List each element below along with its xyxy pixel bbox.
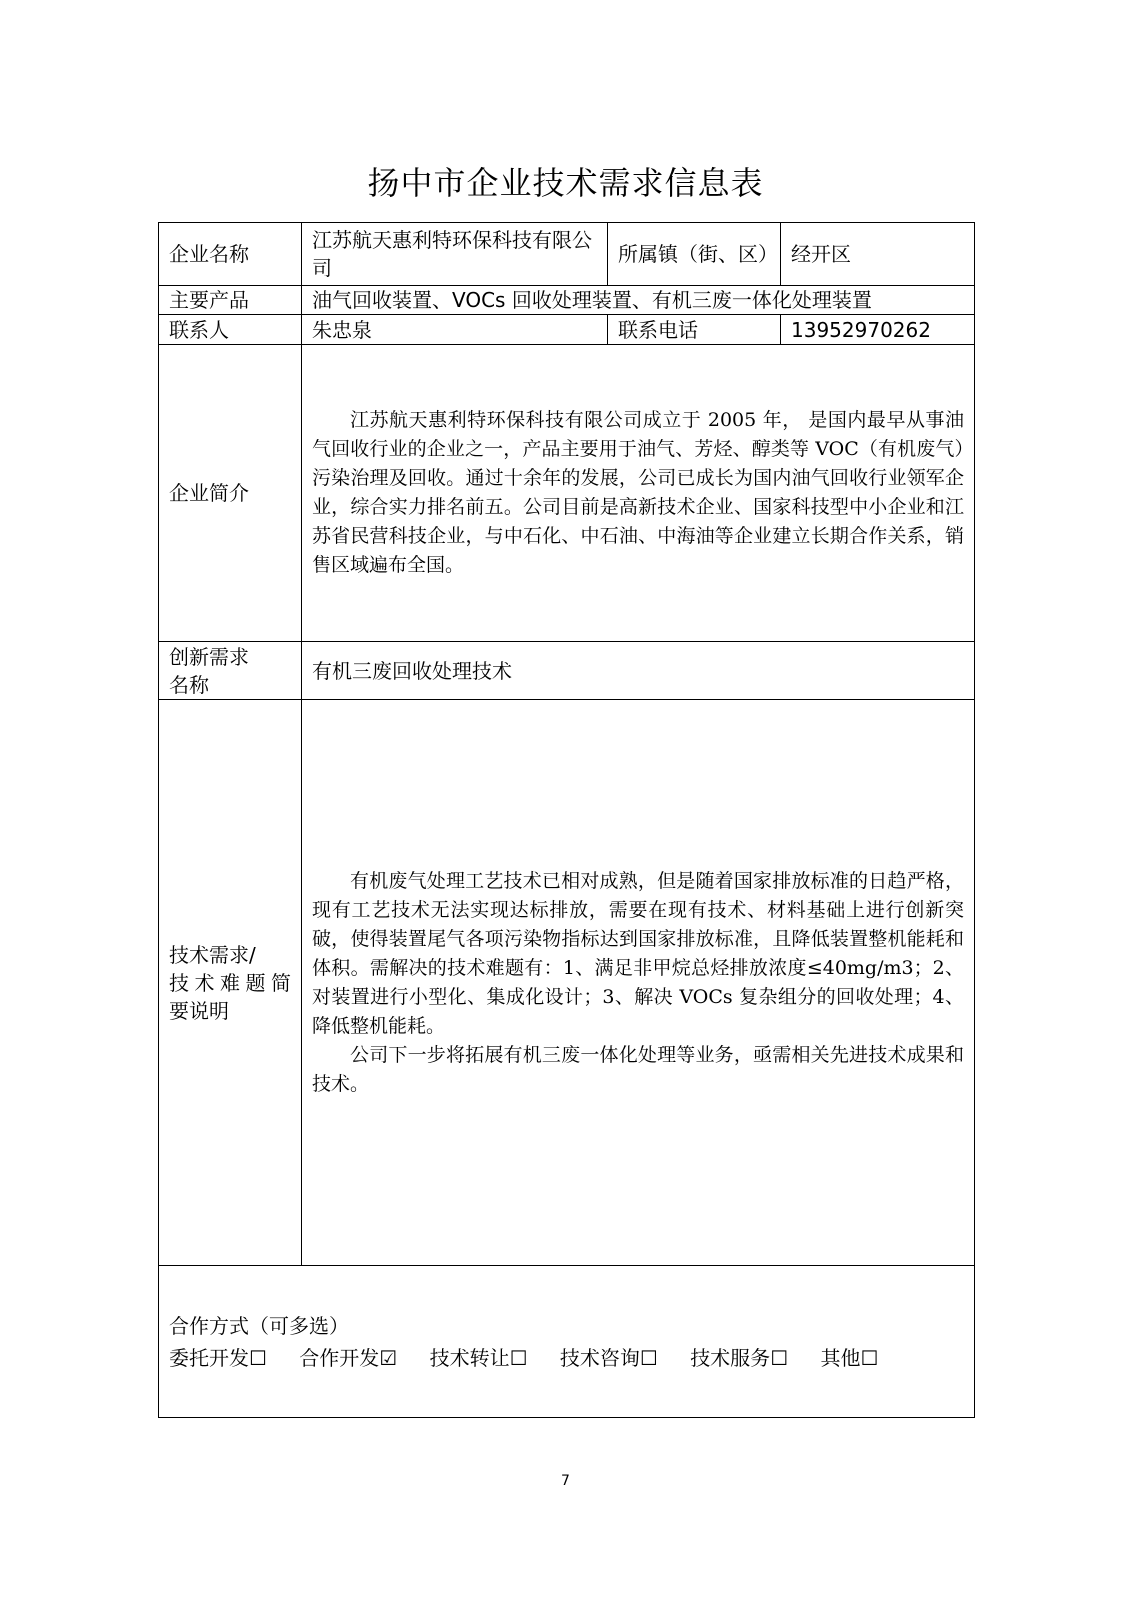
coop-option-label: 技术服务 [690, 1346, 771, 1370]
products-value: 油气回收装置、VOCs 回收处理装置、有机三废一体化处理装置 [302, 286, 975, 315]
company-name-value: 江苏航天惠利特环保科技有限公司 [302, 223, 608, 286]
row-company [159, 223, 975, 286]
checkbox-icon[interactable]: ☐ [639, 1346, 658, 1370]
coop-option-other[interactable] [820, 1344, 878, 1372]
description-cell [302, 700, 975, 1266]
info-table [158, 222, 975, 1418]
coop-option-label: 合作开发 [299, 1346, 380, 1370]
town-value: 经开区 [781, 223, 975, 286]
row-need-name [159, 642, 975, 700]
products-label: 主要产品 [159, 286, 302, 315]
row-description [159, 700, 975, 1266]
town-label: 所属镇（街、区） [608, 223, 781, 286]
description-label [159, 700, 302, 1266]
checkbox-icon[interactable]: ☐ [860, 1346, 879, 1370]
checkbox-icon[interactable]: ☐ [249, 1346, 267, 1370]
cooperation-options [169, 1344, 964, 1372]
coop-option-label: 委托开发 [169, 1346, 249, 1370]
need-name-label: 创新需求名称 [159, 642, 302, 700]
coop-option-tech-service[interactable] [690, 1344, 788, 1372]
contact-value: 朱忠泉 [302, 315, 608, 345]
intro-cell [302, 345, 975, 642]
row-intro [159, 345, 975, 642]
description-label-line-2: 技术难题简 [169, 970, 291, 995]
checkbox-icon[interactable]: ☐ [770, 1346, 789, 1370]
coop-option-joint-dev[interactable] [299, 1344, 397, 1372]
description-paragraph-1: 有机废气处理工艺技术已相对成熟，但是随着国家排放标准的日趋严格，现有工艺技术无法实现达标排放，需要在现有技术、材料基础上进行创新突破，使得装置尾气各项污染物指标达到国家排放标准，且降低装置整机能耗和体积。需解决的技术难题有：1、满足非甲烷总烃排放浓度≤40mg/m3；2、对装置进行小型化、集成化设计；3、解决 VOCs 复杂组分的回收处理；4、降低整机能耗。 [312, 869, 964, 1037]
row-contact [159, 315, 975, 345]
intro-text: 江苏航天惠利特环保科技有限公司成立于 2005 年， 是国内最早从事油气回收行业的企业之一，产品主要用于油气、芳烃、醇类等 VOC（有机废气）污染治理及回收。通过十余年的发展，公司已成长为国内油气回收行业领军企业，综合实力排名前五。公司目前是高新技术企业、国家科技型中小企业和江苏省民营科技企业，与中石化、中石油、中海油等企业建立长期合作关系，销售区域遍布全国。 [312, 409, 964, 576]
row-products [159, 286, 975, 315]
coop-option-tech-consulting[interactable] [560, 1344, 658, 1372]
description-label-line-3: 要说明 [169, 998, 229, 1023]
page-number: 7 [561, 1473, 570, 1489]
cooperation-label: 合作方式（可多选） [169, 1314, 349, 1338]
cooperation-cell [159, 1266, 975, 1418]
contact-label: 联系人 [159, 315, 302, 345]
page-title: 扬中市企业技术需求信息表 [367, 164, 764, 202]
coop-option-label: 其他 [820, 1346, 861, 1370]
coop-option-label: 技术咨询 [559, 1346, 640, 1370]
coop-option-tech-transfer[interactable] [430, 1344, 528, 1372]
description-paragraph-2: 公司下一步将拓展有机三废一体化处理等业务，亟需相关先进技术成果和技术。 [312, 1043, 964, 1095]
coop-option-commissioned-dev[interactable] [169, 1344, 267, 1372]
phone-label: 联系电话 [608, 315, 781, 345]
company-name-label: 企业名称 [159, 223, 302, 286]
need-name-value: 有机三废回收处理技术 [302, 642, 975, 700]
phone-value: 13952970262 [781, 315, 975, 345]
intro-label: 企业简介 [159, 345, 302, 642]
description-label-line-1: 技术需求/ [169, 942, 256, 967]
row-cooperation [159, 1266, 975, 1418]
coop-option-label: 技术转让 [429, 1346, 510, 1370]
checkbox-icon[interactable]: ☐ [509, 1346, 528, 1370]
checkbox-checked-icon[interactable]: ☑ [379, 1346, 398, 1370]
